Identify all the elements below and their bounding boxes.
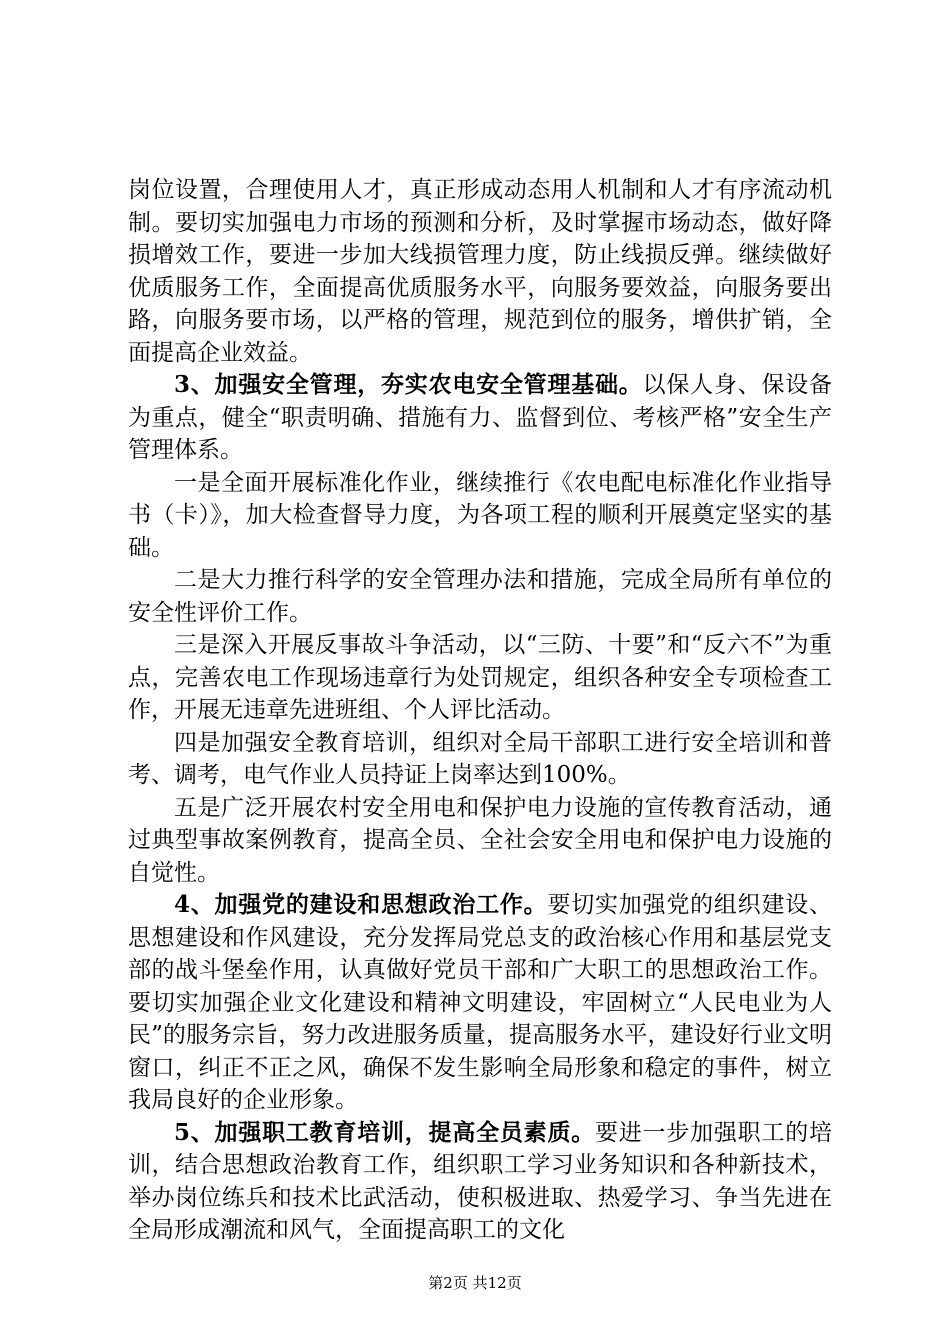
page-number-footer: 第2页 共12页 (428, 1274, 522, 1292)
section-heading-3: 3、加强安全管理，夯实农电安全管理基础。 (174, 371, 643, 398)
paragraph-item-3: 三是深入开展反事故斗争活动，以“三防、十要”和“反六不”为重点，完善农电工作现场违章行为处罚规定，组织各种安全专项检查工作，开展无违章先进班组、个人评比活动。 (128, 632, 832, 723)
paragraph-item-2: 二是大力推行科学的安全管理办法和措施，完成全局所有单位的安全性评价工作。 (128, 567, 832, 626)
paragraph-safety-management (128, 369, 832, 467)
paragraph-party-building (128, 889, 832, 1117)
section-heading-5: 5、加强职工教育培训，提高全员素质。 (174, 1118, 595, 1146)
section-body-4: 要切实加强党的组织建设、思想建设和作风建设，充分发挥局党总支的政治核心作用和基层党支部的战斗堡垒作用，认真做好党员干部和广大职工的思想政治工作。要切实加强企业文化建设和精神文明建设，牢固树立“人民电业为人民”的服务宗旨，努力改进服务质量，提高服务水平，建设好行业文明窗口，纠正不正之风，确保不发生影响全局形象和稳定的事件，树立我局良好的企业形象。 (128, 892, 833, 1113)
paragraph-continuation: 岗位设置，合理使用人才，真正形成动态用人机制和人才有序流动机制。要切实加强电力市场的预测和分析，及时掌握市场动态，做好降损增效工作，要进一步加大线损管理力度，防止线损反弹。继续做好优质服务工作，全面提高优质服务水平，向服务要效益，向服务要出路，向服务要市场，以严格的管理，规范到位的服务，增供扩销，全面提高企业效益。 (128, 177, 832, 366)
paragraph-item-4: 四是加强安全教育培训，组织对全局干部职工进行安全培训和普考、调考，电气作业人员持证上岗率达到100%。 (128, 729, 832, 788)
paragraph-item-1: 一是全面开展标准化作业，继续推行《农电配电标准化作业指导书（卡）》，加大检查督导力度，为各项工程的顺利开展奠定坚实的基础。 (128, 469, 832, 561)
paragraph-staff-training (128, 1117, 832, 1247)
paragraph-item-5: 五是广泛开展农村安全用电和保护电力设施的宣传教育活动，通过典型事故案例教育，提高全员、全社会安全用电和保护电力设施的自觉性。 (128, 794, 832, 886)
section-heading-4: 4、加强党的建设和思想政治工作。 (174, 891, 548, 918)
section-body-3: 以保人身、保设备为重点，健全“职责明确、措施有力、监督到位、考核严格”安全生产管理体系。 (128, 372, 833, 463)
section-body-5: 要进一步加强职工的培训，结合思想政治教育工作，组织职工学习业务知识和各种新技术，举办岗位练兵和技术比武活动，使积极进取、热爱学习、争当先进在全局形成潮流和风气，全面提高职工的文化 (128, 1119, 832, 1243)
document-body (128, 174, 832, 1247)
